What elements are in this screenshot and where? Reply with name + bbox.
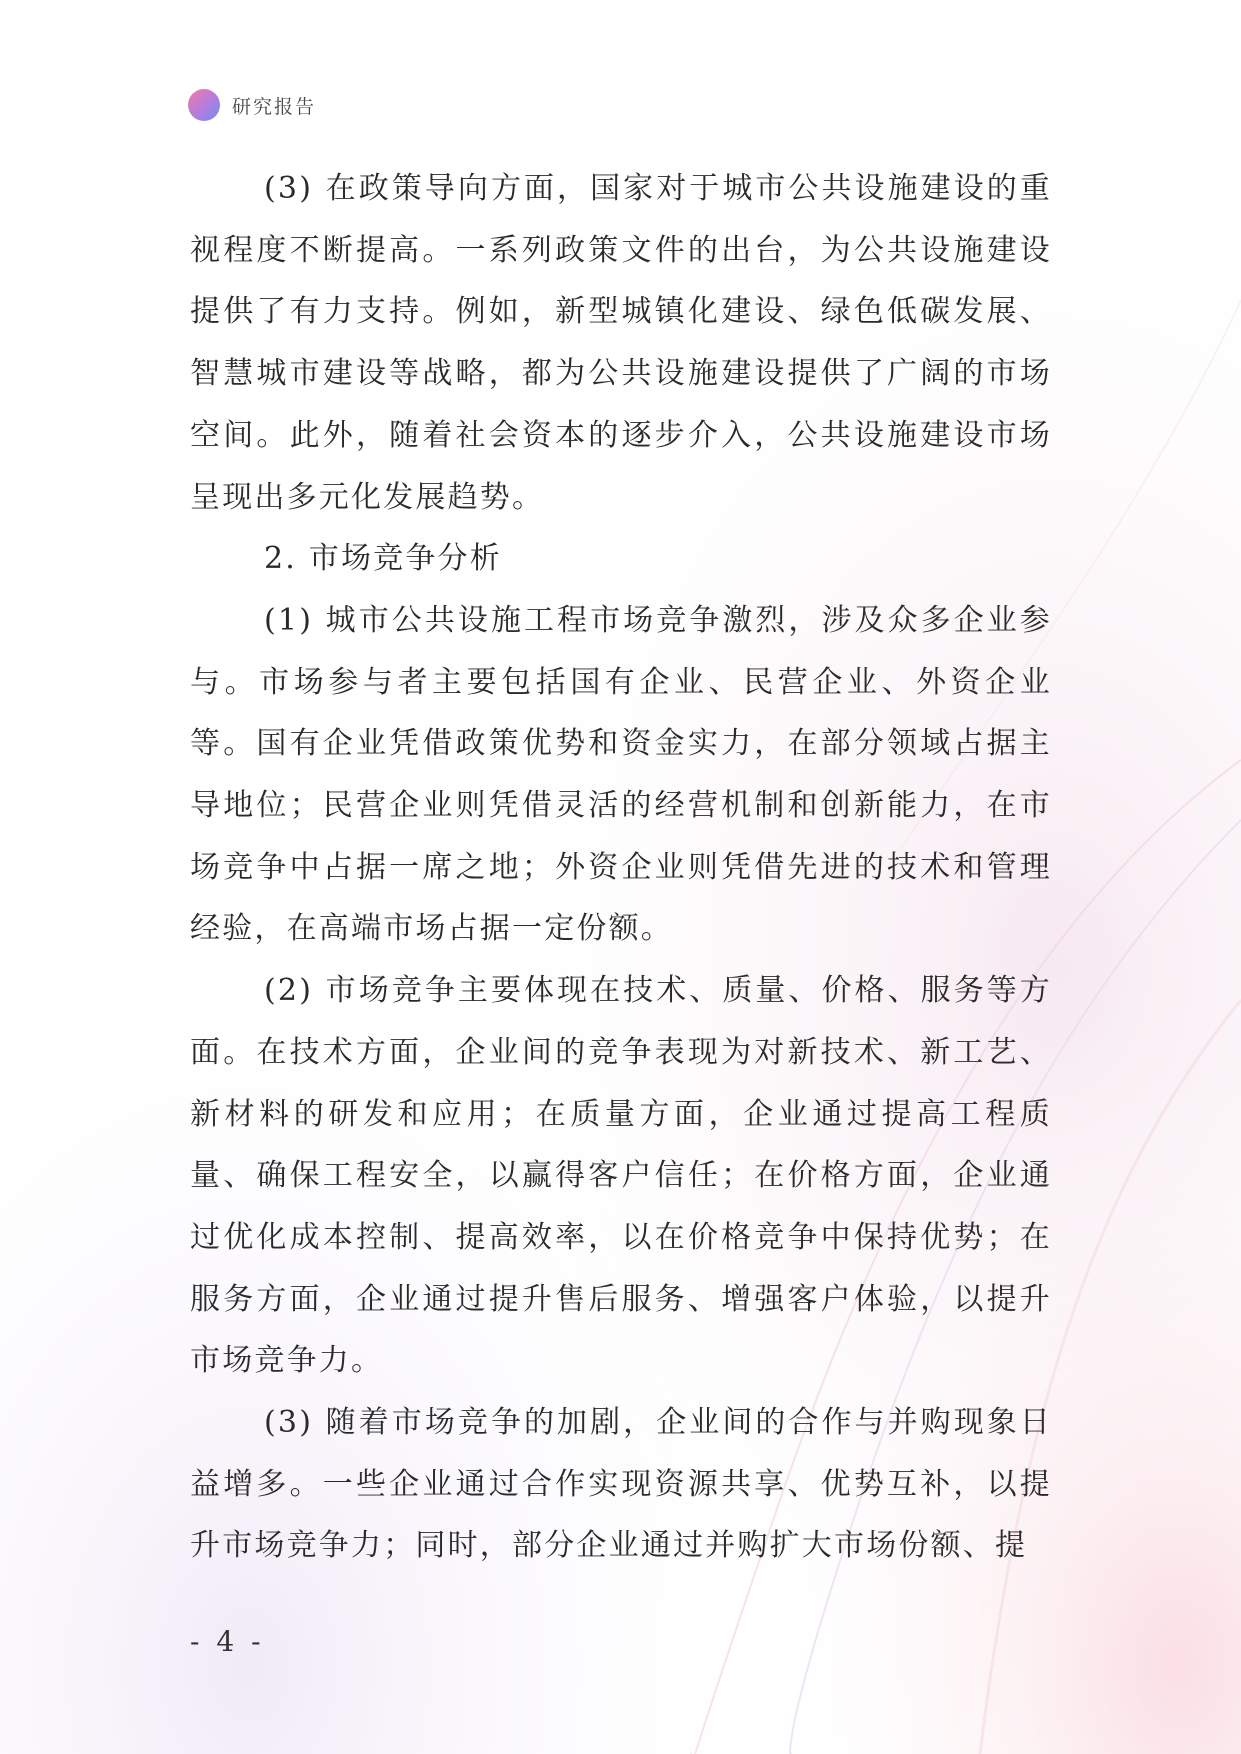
paragraph-competition-3: (3) 随着市场竞争的加剧，企业间的合作与并购现象日益增多。一些企业通过合作实现资源共享、优势互补，以提升市场竞争力；同时，部分企业通过并购扩大市场份额、提 xyxy=(190,1405,1052,1564)
report-header xyxy=(188,88,316,122)
header-title: 研究报告 xyxy=(232,95,317,118)
section-heading-market-competition: 2. 市场竞争分析 xyxy=(264,541,502,577)
body-content xyxy=(190,158,1052,1577)
page-number: - 4 - xyxy=(190,1625,265,1658)
paragraph-policy: (3) 在政策导向方面，国家对于城市公共设施建设的重视程度不断提高。一系列政策文件的出台，为公共设施建设提供了有力支持。例如，新型城镇化建设、绿色低碳发展、智慧城市建设等战略，都为公共设施建设提供了广阔的市场空间。此外，随着社会资本的逐步介入，公共设施建设市场呈现出多元化发展趋势。 xyxy=(190,171,1052,515)
paragraph-competition-1: (1) 城市公共设施工程市场竞争激烈，涉及众多企业参与。市场参与者主要包括国有企业、民营企业、外资企业等。国有企业凭借政策优势和资金实力，在部分领域占据主导地位；民营企业则凭借灵活的经营机制和创新能力，在市场竞争中占据一席之地；外资企业则凭借先进的技术和管理经验，在高端市场占据一定份额。 xyxy=(190,602,1052,947)
paragraph-competition-2: (2) 市场竞争主要体现在技术、质量、价格、服务等方面。在技术方面，企业间的竞争表现为对新技术、新工艺、新材料的研发和应用；在质量方面，企业通过提高工程质量、确保工程安全，以赢得客户信任；在价格方面，企业通过优化成本控制、提高效率，以在价格竞争中保持优势；在服务方面，企业通过提升售后服务、增强客户体验，以提升市场竞争力。 xyxy=(190,973,1052,1379)
logo-circle-icon xyxy=(188,89,220,121)
